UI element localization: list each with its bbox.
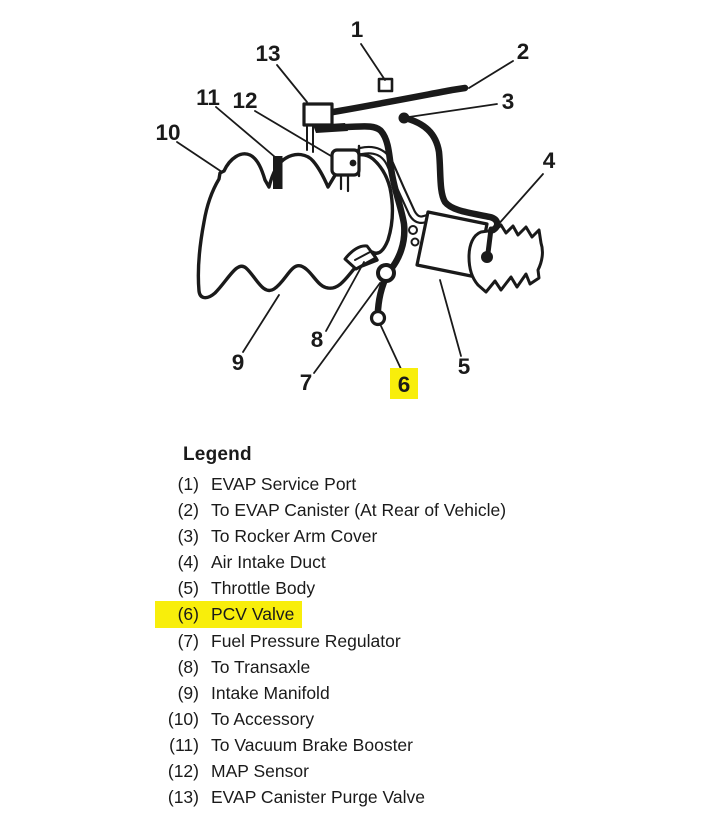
evap-canister-hose (333, 88, 465, 112)
legend-item-number: (12) (167, 761, 199, 782)
legend-row-highlighted (155, 601, 302, 627)
legend-row (155, 497, 514, 523)
evap-purge-valve-shape (304, 104, 332, 125)
vacuum-brake-booster-port (273, 156, 283, 189)
callout-6: 6 (397, 372, 411, 397)
legend-row (155, 471, 364, 497)
callout-7: 7 (299, 370, 313, 395)
legend-item-number: (11) (169, 734, 199, 755)
legend-item-label: To Transaxle (211, 656, 311, 677)
leader-5 (440, 280, 461, 356)
legend-row (155, 680, 338, 706)
legend-row (155, 732, 421, 758)
leader-4 (496, 174, 543, 227)
leader-13 (277, 65, 307, 102)
legend-item-number: (3) (177, 526, 199, 547)
rocker-branch-dot (399, 113, 410, 124)
legend-row (155, 523, 385, 549)
evap-service-port-shape (379, 79, 392, 91)
callout-1: 1 (350, 17, 364, 42)
leader-9 (243, 295, 279, 352)
legend-item-label: EVAP Service Port (211, 474, 357, 494)
legend-row (155, 549, 334, 575)
legend-item-label: Intake Manifold (211, 682, 330, 703)
legend-item-number: (4) (177, 552, 199, 573)
legend-item-label: EVAP Canister Purge Valve (211, 787, 425, 808)
callout-8: 8 (310, 327, 324, 352)
pcv-valve-circle (372, 312, 385, 325)
legend-item-number: (10) (167, 708, 199, 729)
legend-item-label: PCV Valve (211, 604, 295, 625)
air-intake-duct-shape (469, 225, 542, 292)
legend-item-label: To EVAP Canister (At Rear of Vehicle) (211, 500, 507, 521)
legend-row (155, 628, 409, 654)
legend-item-label: To Accessory (211, 708, 315, 729)
rocker-arm-cover-hose (405, 118, 497, 230)
callout-10: 10 (155, 120, 181, 145)
legend-item-label: To Rocker Arm Cover (211, 526, 378, 547)
duct-fitting-stem (488, 229, 491, 253)
legend-item-number: (13) (167, 787, 199, 808)
legend-item-number: (8) (177, 656, 199, 677)
legend-row (155, 784, 433, 810)
legend-item-label: To Vacuum Brake Booster (211, 734, 413, 755)
intake-manifold-shape (198, 154, 392, 298)
legend-item-number: (7) (177, 630, 199, 651)
callout-3: 3 (501, 89, 515, 114)
legend-item-label: Fuel Pressure Regulator (211, 630, 401, 651)
legend-item-number: (5) (177, 578, 199, 599)
map-sensor-dot (350, 160, 357, 167)
leader-1 (361, 44, 385, 80)
callout-13: 13 (255, 41, 281, 66)
leader-2 (469, 61, 513, 88)
legend-item-label: Air Intake Duct (211, 552, 326, 573)
legend-row (155, 758, 317, 784)
legend-row (155, 706, 322, 732)
callout-4: 4 (542, 148, 556, 173)
fuel-pressure-regulator-circle (378, 265, 394, 281)
legend-item-label: MAP Sensor (211, 761, 309, 782)
legend-title: Legend (183, 444, 252, 465)
legend-item-number: (6) (177, 604, 199, 625)
callout-12: 12 (232, 88, 258, 113)
leader-6 (381, 326, 401, 369)
leader-7 (314, 283, 380, 373)
leader-11 (216, 107, 275, 157)
callout-11: 11 (196, 85, 220, 110)
leader-3 (409, 104, 497, 117)
callout-9: 9 (231, 350, 245, 375)
duct-fitting-dot (481, 251, 493, 263)
callout-5: 5 (457, 354, 471, 379)
hose-clamp-bead-1 (409, 226, 417, 234)
leader-10 (177, 142, 222, 172)
legend-row (155, 575, 323, 601)
legend-item-label: Throttle Body (211, 578, 316, 599)
hose-clamp-bead-2 (412, 239, 419, 246)
legend-item-number: (2) (177, 500, 199, 521)
purge-valve-bracket-lines (307, 126, 313, 152)
legend-item-number: (1) (177, 474, 199, 494)
legend (145, 444, 514, 810)
legend-item-number: (9) (177, 682, 199, 703)
callout-2: 2 (516, 39, 530, 64)
legend-row (155, 654, 318, 680)
